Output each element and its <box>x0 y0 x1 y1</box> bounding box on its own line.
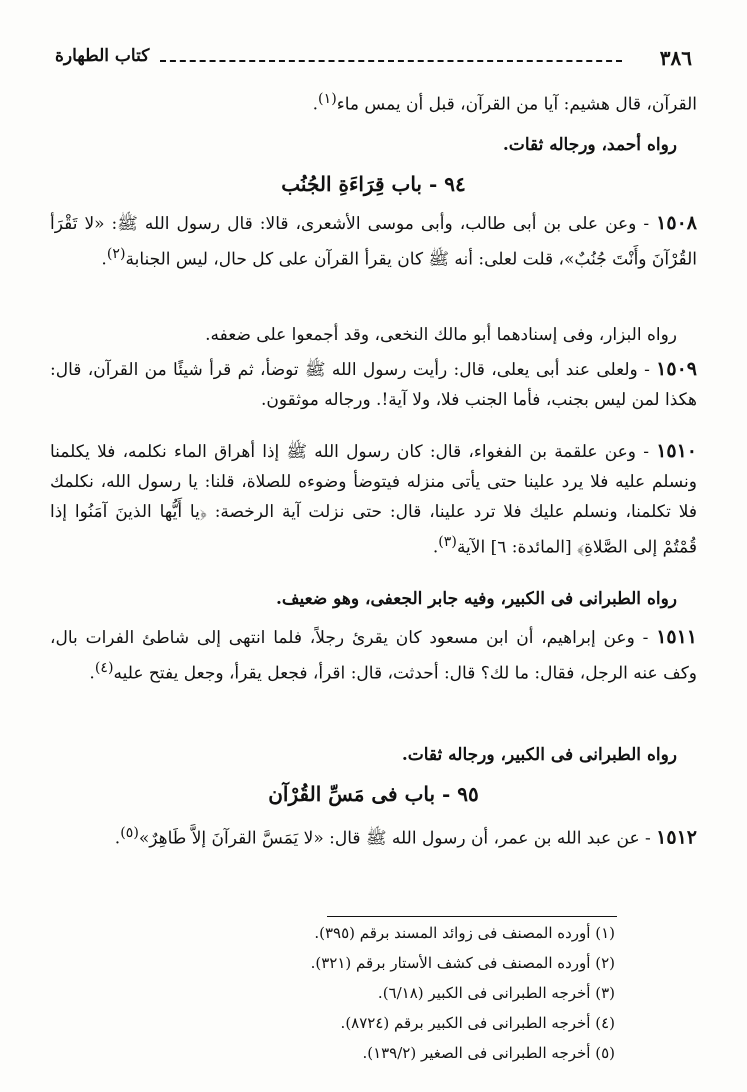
footnote-ref: (٤) <box>94 660 114 676</box>
footnote-separator <box>327 916 617 917</box>
hadith-number: ١٥١٠ <box>656 440 698 462</box>
hadith-1509 <box>50 354 697 415</box>
hadith-number: ١٥١٢ <box>656 826 697 849</box>
chapter-heading-94: ٩٤ - باب قِرَاءَةِ الجُنُب <box>281 172 466 196</box>
footnote-ref: (٢) <box>106 246 126 262</box>
hadith-number: ١٥١١ <box>656 626 698 648</box>
continued-paragraph: القرآن، قال هشيم: آيا من القرآن، قبل أن يمس ماء$^{(١)}$. <box>312 91 697 115</box>
hadith-text: - وعن علقمة بن الفغواء، قال: كان رسول الله ﷺ إذا أهراق الماء نكلمه، فلا يكلمنا ونسلم عليه فلا يرد علينا حتى يأتى منزله فيتوضأ وضوءه للصلاة، قلنا: يا رسول الله، نكلمك فلا تكلمنا، ونسلم عليك فلا ترد علينا، قال: حتى نزلت آية الرخصة: ﴿يا أَيُّها الذينَ آمَنُوا إذا قُمْتُمْ إلى الصَّلاةِ﴾ [المائدة: ٦] الآية <box>50 442 697 558</box>
footnote-3: (٣) أخرجه الطبرانى فى الكبير (٦/١٨). <box>377 984 615 1002</box>
footnote-ref: (١) <box>318 91 337 107</box>
hadith-1512: ١٥١٢ - عن عبد الله بن عمر، أن رسول الله ﷺ قال: «لا يَمَسَّ القرآنَ إلاَّ طَاهِرٌ»$^{(٥)}$. <box>114 825 697 849</box>
hadith-1510: ١٥١٠ - وعن علقمة بن الفغواء، قال: كان رسول الله ﷺ إذا أهراق الماء نكلمه، فلا يكلمنا ونسلم عليه فلا يرد علينا حتى يأتى منزله فيتوضأ وضوءه للصلاة، قلنا: يا رسول الله، نكلمك فلا تكلمنا، ونسلم عليك فلا ترد علينا، قال: حتى نزلت آية الرخصة: ﴿يا أَيُّها الذينَ آمَنُوا إذا قُمْتُمْ إلى الصَّلاةِ﴾ [المائدة: ٦] الآية$^{(٣)}$. <box>50 440 698 558</box>
hadith-1508: ١٥٠٨ - وعن على بن أبى طالب، وأبى موسى الأشعرى، قالا: قال رسول الله ﷺ: «لا تَقْرَأ القُرْآنَ وأَنْتَ جُنُبٌ»، قلت لعلى: أنه ﷺ كان يقرأ القرآن على كل حال، ليس الجنابة$^{(٢)}$. <box>50 212 697 270</box>
narration-note: رواه البزار، وفى إسنادهما أبو مالك النخعى، وقد أجمعوا على ضعفه. <box>205 325 677 345</box>
footnote-ref: (٣) <box>438 534 457 550</box>
book-title: كتاب الطهارة <box>55 46 150 66</box>
hadith-1511: ١٥١١ - وعن إبراهيم، أن ابن مسعود كان يقرئ رجلاً، فلما انتهى إلى شاطئ الفرات بال، وكف عنه الرجل، فقال: ما لك؟ قال: أحدثت، قال: اقرأ، فجعل يقرأ، وجعل يفتح عليه$^{(٤)}$. <box>50 626 698 684</box>
footnote-2: (٢) أورده المصنف فى كشف الأستار برقم (٣٢١). <box>310 954 615 972</box>
hadith-text: - ولعلى عند أبى يعلى، قال: رأيت رسول الله ﷺ توضأ، ثم قرأ شيئًا من القرآن، قال: هكذا لمن ليس بجنب، فأما الجنب فلا، ولا آية!. ورجاله موثقون. <box>50 360 697 410</box>
hadith-text: - عن عبد الله بن عمر، أن رسول الله ﷺ قال: «لا يَمَسَّ القرآنَ إلاَّ طَاهِرٌ» <box>138 828 651 849</box>
footnote-4: (٤) أخرجه الطبرانى فى الكبير برقم (٨٧٢٤). <box>340 1014 615 1032</box>
running-header <box>55 46 692 76</box>
narration-note: رواه الطبرانى فى الكبير، ورجاله ثقات. <box>401 745 677 765</box>
footnote-ref: (٥) <box>120 825 139 841</box>
header-rule <box>160 60 622 62</box>
hadith-text: - وعن إبراهيم، أن ابن مسعود كان يقرئ رجلاً، فلما انتهى إلى شاطئ الفرات بال، وكف عنه الرجل، فقال: ما لك؟ قال: أحدثت، قال: اقرأ، فجعل يقرأ، وجعل يفتح عليه <box>50 628 697 684</box>
page-number: ٣٨٦ <box>659 46 692 70</box>
hadith-number: ١٥٠٩ <box>656 358 697 380</box>
chapter-heading-95: ٩٥ - باب فى مَسِّ القُرْآن <box>268 782 479 806</box>
narration-note: رواه الطبرانى فى الكبير، وفيه جابر الجعفى، وهو ضعيف. <box>275 589 677 609</box>
footnote-1: (١) أورده المصنف فى زوائد المسند برقم (٣٩٥). <box>314 924 615 942</box>
hadith-number: ١٥٠٨ <box>656 212 697 234</box>
footnote-5: (٥) أخرجه الطبرانى فى الصغير (١٣٩/٢). <box>362 1044 615 1062</box>
hadith-text: - وعن على بن أبى طالب، وأبى موسى الأشعرى، قالا: قال رسول الله ﷺ: «لا تَقْرَأ القُرْآنَ وأَنْتَ جُنُبٌ»، قلت لعلى: أنه ﷺ كان يقرأ القرآن على كل حال، ليس الجنابة <box>50 214 697 270</box>
narration-note: رواه أحمد، ورجاله ثقات. <box>502 135 677 155</box>
